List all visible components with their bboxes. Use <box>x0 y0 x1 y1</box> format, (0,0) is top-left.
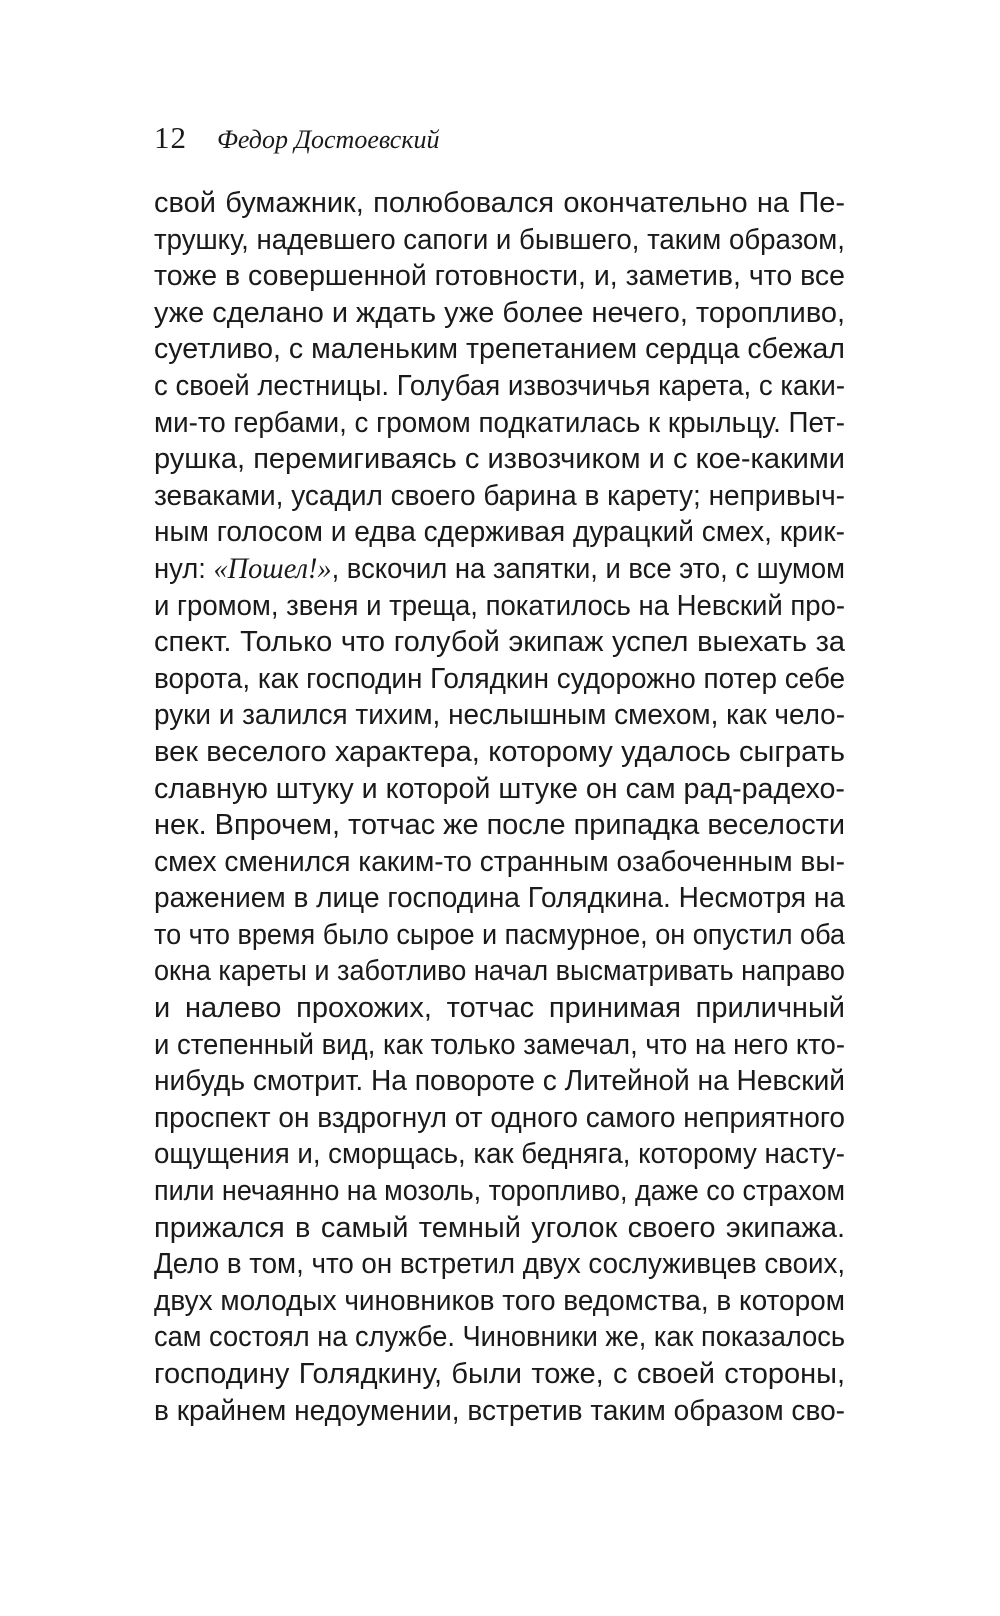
text-line <box>154 1063 845 1100</box>
text-line-content: век веселого характера, которому удалось сыграть <box>154 735 845 768</box>
text-line <box>154 953 845 990</box>
text-line-content: окна кареты и заботливо начал высматривать направо <box>154 955 845 988</box>
text-line <box>154 1246 845 1283</box>
text-line <box>154 1319 845 1356</box>
text-line-content: Дело в том, что он встретил двух сослуживцев своих, <box>154 1248 846 1281</box>
book-author: Федор Достоевский <box>217 125 440 154</box>
text-line-content: рушка, перемигиваясь с извозчиком и с кое-какими <box>154 443 845 476</box>
text-line-content: господину Голядкину, были тоже, с своей стороны, <box>154 1358 845 1390</box>
text-line <box>154 661 845 698</box>
body-text <box>154 185 845 1429</box>
running-head <box>154 120 440 160</box>
text-line <box>154 514 845 551</box>
text-line <box>154 771 845 808</box>
text-segment: нул: <box>154 552 214 585</box>
text-line <box>154 1356 845 1393</box>
text-line <box>154 1283 845 1320</box>
text-line-with-quote <box>154 551 845 588</box>
text-line <box>154 1210 845 1247</box>
text-line-content: ным голосом и едва сдерживая дурацкий смех, крик- <box>154 516 845 549</box>
text-line <box>154 807 845 844</box>
text-line-content: ворота, как господин Голядкин судорожно потер себе <box>154 662 846 695</box>
text-line <box>154 478 845 515</box>
text-line-content: двух молодых чиновников того ведомства, в котором <box>154 1284 845 1317</box>
text-line <box>154 185 845 222</box>
text-line-content: нибудь смотрит. На повороте с Литейной на Невский <box>154 1065 846 1098</box>
text-line-content: нек. Впрочем, тотчас же после припадка веселости <box>154 809 846 842</box>
text-line-content: ощущения и, сморщась, как бедняга, которому насту- <box>154 1138 845 1171</box>
text-line-content: в крайнем недоумении, встретив таким образом сво- <box>154 1394 846 1427</box>
text-line-content: и степенный вид, как только замечал, что на него кто- <box>154 1028 846 1061</box>
text-line <box>154 1100 845 1137</box>
text-line <box>154 405 845 442</box>
text-line <box>154 1393 845 1430</box>
text-line <box>154 588 845 625</box>
text-line-content: уже сделано и ждать уже более нечего, торопливо, <box>154 296 846 329</box>
text-line-content: сам состоял на службе. Чиновники же, как показалось <box>154 1321 846 1354</box>
text-line-content: проспект он вздрогнул от одного самого неприятного <box>154 1101 846 1134</box>
text-line-content: то что время было сырое и пасмурное, он опустил оба <box>154 918 846 951</box>
text-line <box>154 844 845 881</box>
text-line <box>154 990 845 1027</box>
text-line <box>154 917 845 954</box>
text-line <box>154 734 845 771</box>
text-line-content: смех сменился каким-то странным озабоченным вы- <box>154 845 845 878</box>
text-segment: , вскочил на запятки, и все это, с шумом <box>331 552 846 585</box>
text-line-content: ражением в лице господина Голядкина. Несмотря на <box>154 882 845 915</box>
text-line <box>154 368 845 405</box>
text-line <box>154 624 845 661</box>
text-line-content: тоже в совершенной готовности, и, заметив, что все <box>154 260 845 293</box>
text-line-content: и громом, звеня и треща, покатилось на Невский про- <box>154 589 846 622</box>
text-line <box>154 258 845 295</box>
text-line-content: прижался в самый темный уголок своего экипажа. <box>154 1211 845 1244</box>
text-line <box>154 331 845 368</box>
text-line <box>154 697 845 734</box>
text-line-content: свой бумажник, полюбовался окончательно на Пе- <box>154 187 845 219</box>
text-line-content: спект. Только что голубой экипаж успел выехать за <box>154 626 845 659</box>
text-line-content: руки и залился тихим, неслышным смехом, как чело- <box>154 699 846 732</box>
text-line <box>154 295 845 332</box>
page-number: 12 <box>154 120 187 155</box>
text-line <box>154 1027 845 1064</box>
text-line-content: трушку, надевшего сапоги и бывшего, таким образом, <box>154 223 845 256</box>
text-line-content: пили нечаянно на мозоль, торопливо, даже со страхом <box>154 1175 845 1208</box>
text-line-content: с своей лестницы. Голубая извозчичья карета, с каки- <box>154 369 846 402</box>
text-line-content: славную штуку и которой штуке он сам рад-радехо- <box>154 772 845 805</box>
text-line-content: ми-то гербами, с громом подкатилась к крыльцу. Пет- <box>154 406 846 439</box>
text-line-content: и налево прохожих, тотчас принимая приличный <box>154 992 845 1025</box>
text-line-content: зеваками, усадил своего барина в карету; непривыч- <box>154 479 846 512</box>
text-line <box>154 1136 845 1173</box>
text-line-content: суетливо, с маленьким трепетанием сердца сбежал <box>154 333 845 366</box>
quoted-speech: «Пошел!» <box>213 551 332 585</box>
text-line <box>154 880 845 917</box>
text-line <box>154 1173 845 1210</box>
text-line <box>154 222 845 259</box>
text-line <box>154 441 845 478</box>
